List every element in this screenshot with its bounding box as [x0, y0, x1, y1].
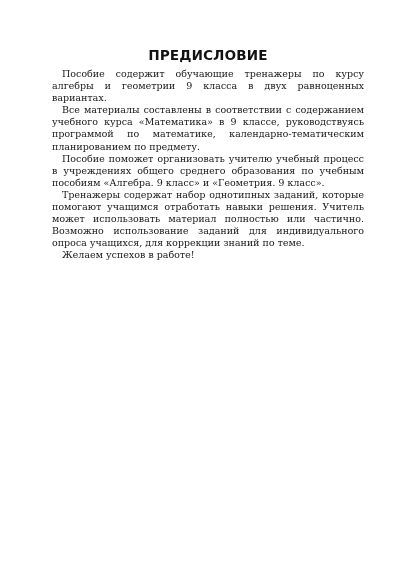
paragraph-2: Все материалы составлены в соответствии с содержанием учебного курса «Математика» в 9 классе, руководствуясь программой по математике, календарно-тематическим планированием по предмету. [52, 105, 364, 153]
page-title: ПРЕДИСЛОВИЕ [148, 48, 268, 64]
paragraph-3: Пособие поможет организовать учителю учебный процесс в учреждениях общего среднего образования по учебным пособиям «Алгебра. 9 класс» и «Геометрия. 9 класс». [52, 153, 364, 189]
preface-body [52, 69, 364, 263]
paragraph-4: Тренажеры содержат набор однотипных заданий, которые помогают учащимся отработать навыки решения. Учитель может использовать материал полностью или частично. Возможно использование заданий для индивидуального опроса учащихся, для коррекции знаний по теме. [52, 189, 364, 250]
paragraph-5: Желаем успехов в работе! [62, 250, 195, 262]
paragraph-1: Пособие содержит обучающие тренажеры по курсу алгебры и геометрии 9 класса в двух равноценных вариантах. [52, 69, 364, 105]
